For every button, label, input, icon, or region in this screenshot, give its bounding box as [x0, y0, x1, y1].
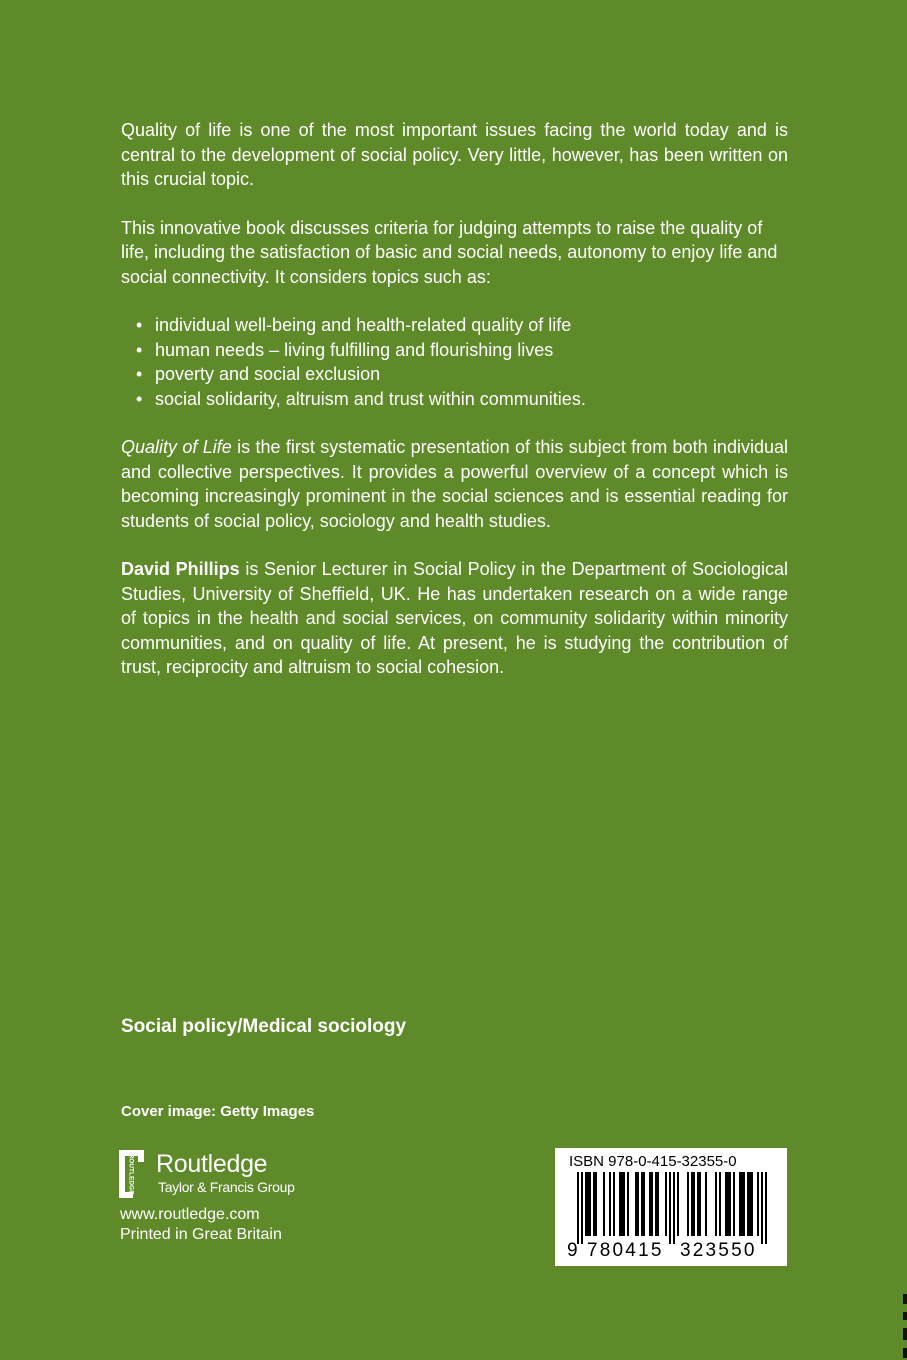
publisher-info	[120, 1205, 282, 1245]
barcode-bar	[619, 1172, 621, 1236]
barcode-bar	[669, 1172, 671, 1244]
barcode-bar	[581, 1172, 583, 1244]
barcode-bar	[691, 1172, 693, 1236]
barcode-bar	[655, 1172, 657, 1236]
barcode-lead-digit: 9	[567, 1240, 578, 1261]
barcode-bar	[751, 1172, 753, 1236]
barcode-bar	[673, 1172, 675, 1244]
barcode-bar	[587, 1172, 589, 1236]
barcode-bar	[719, 1172, 721, 1236]
barcode-bar	[635, 1172, 637, 1236]
barcode-bar	[765, 1172, 767, 1244]
list-item: • individual well-being and health-related quality of life	[136, 313, 788, 338]
bullet-icon: •	[136, 364, 143, 384]
barcode-bar	[577, 1172, 579, 1244]
barcode-bar	[725, 1172, 727, 1236]
barcode-bar	[657, 1172, 659, 1236]
barcode-bar	[743, 1172, 745, 1236]
barcode-bar	[677, 1172, 679, 1236]
barcode-bar	[651, 1172, 653, 1236]
publisher-group: Taylor & Francis Group	[158, 1179, 295, 1195]
bullet-icon: •	[136, 339, 143, 360]
barcode-bar	[705, 1172, 707, 1236]
barcode-bar	[585, 1172, 587, 1236]
barcode-bar	[637, 1172, 639, 1236]
printed-location: Printed in Great Britain	[120, 1226, 282, 1243]
routledge-logo-icon	[116, 1148, 150, 1200]
book-title: Quality of Life	[121, 437, 232, 457]
barcode-bar	[613, 1172, 615, 1236]
cover-credit: Cover image: Getty Images	[121, 1103, 315, 1120]
barcode-bar	[727, 1172, 729, 1236]
list-item: • poverty and social exclusion	[136, 362, 788, 387]
svg-text:ROUTLEDGE: ROUTLEDGE	[127, 1153, 135, 1195]
back-cover-blurb	[121, 118, 788, 704]
isbn-barcode	[555, 1148, 787, 1266]
isbn-label: ISBN 978-0-415-32355-0	[569, 1153, 737, 1170]
barcode-bar	[697, 1172, 699, 1236]
barcode-bars	[569, 1172, 775, 1250]
criteria-paragraph: This innovative book discusses criteria for judging attempts to raise the quality of life, including the satisfaction of basic and social needs, autonomy to enjoy life and social connectivity. It considers topics such as:	[121, 217, 778, 287]
list-item: • social solidarity, altruism and trust within communities.	[136, 387, 788, 412]
author-name: David Phillips	[121, 559, 240, 579]
barcode-bar	[733, 1172, 735, 1236]
barcode-bar	[741, 1172, 743, 1236]
barcode-bar	[621, 1172, 623, 1236]
topics-list	[121, 313, 788, 411]
barcode-right-digits: 323550	[680, 1240, 757, 1261]
barcode-bar	[603, 1172, 605, 1236]
bullet-icon: •	[136, 388, 143, 409]
barcode-bar	[757, 1172, 759, 1236]
barcode-left-digits: 780415	[587, 1240, 664, 1261]
barcode-bar	[739, 1172, 741, 1236]
barcode-bar	[609, 1172, 611, 1236]
edge-marks	[901, 1290, 907, 1360]
intro-paragraph: Quality of life is one of the most important issues facing the world today and is central to the development of social policy. Very little, however, has been written on this crucial topic.	[121, 120, 788, 189]
barcode-bar	[643, 1172, 645, 1236]
barcode-bar	[627, 1172, 629, 1236]
barcode-bar	[665, 1172, 667, 1236]
list-item: • human needs – living fulfilling and flourishing lives	[136, 338, 788, 363]
publisher-name: Routledge	[156, 1150, 268, 1178]
summary-paragraph: Quality of Life is the first systematic presentation of this subject from both individual and collective perspectives. It provides a powerful overview of a concept which is becoming increasingly prominent in the social sciences and is essential reading for students of social policy, sociology and health studies.	[121, 437, 788, 531]
barcode-bar	[693, 1172, 695, 1236]
barcode-bar	[729, 1172, 731, 1236]
barcode-bar	[687, 1172, 689, 1236]
barcode-bar	[747, 1172, 749, 1236]
barcode-bar	[641, 1172, 643, 1236]
barcode-bar	[593, 1172, 595, 1236]
barcode-bar	[649, 1172, 651, 1236]
barcode-bar	[595, 1172, 597, 1236]
subject-category: Social policy/Medical sociology	[121, 1016, 407, 1037]
barcode-bar	[715, 1172, 717, 1236]
barcode-bar	[589, 1172, 591, 1236]
barcode-bar	[699, 1172, 701, 1236]
barcode-bar	[749, 1172, 751, 1236]
author-paragraph: David Phillips is Senior Lecturer in Social Policy in the Department of Sociological Studies, University of Sheffield, UK. He has undertaken research on a wide range of topics in the health and social services, on community solidarity within minority communities, and on quality of life. At present, he is studying the contribution of trust, reciprocity and altruism to social cohesion.	[121, 559, 788, 677]
publisher-logo	[116, 1148, 316, 1200]
bullet-icon: •	[136, 315, 143, 335]
publisher-website: www.routledge.com	[120, 1206, 260, 1223]
barcode-bar	[761, 1172, 763, 1244]
barcode-bar	[623, 1172, 625, 1236]
